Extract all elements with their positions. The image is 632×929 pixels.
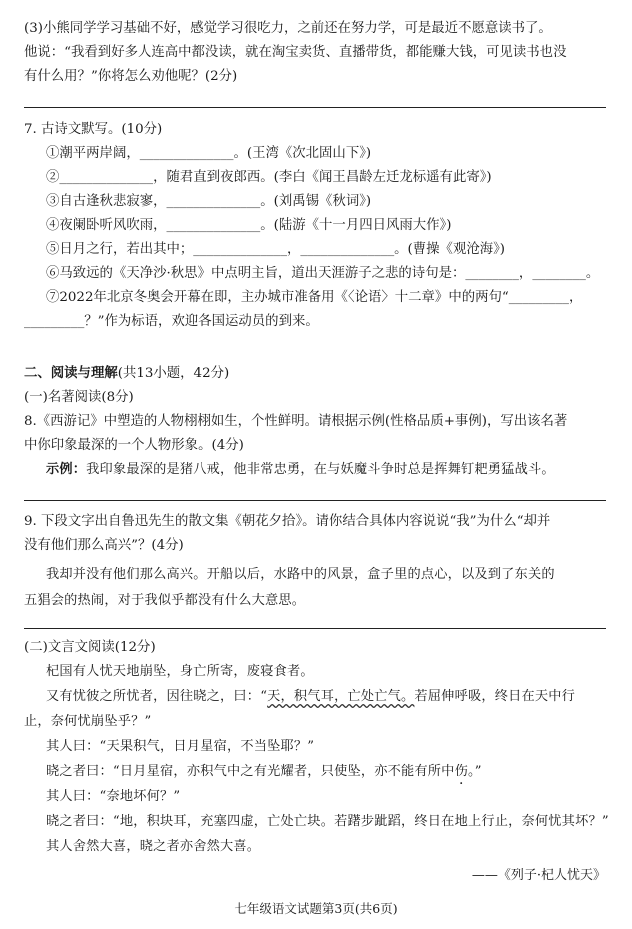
q7-item-5: ⑤日月之行，若出其中；______________，______________。(曹操《观沧海》) bbox=[46, 242, 506, 257]
wavy-underlined-sentence: 天，积气耳，亡处亡气。 bbox=[267, 689, 415, 704]
classical-line-7-dots: 奈何忧其坏 bbox=[521, 814, 589, 829]
q7-item-1: ①潮平两岸阔，______________。(王湾《次北固山下》) bbox=[46, 146, 372, 161]
q9-passage-line1: 我却并没有他们那么高兴。开船以后，水路中的风景，盒子里的点心，以及到了东关的 bbox=[46, 567, 555, 582]
part-1-title: (一)名著阅读(8分) bbox=[24, 390, 134, 405]
classical-line-6: 其人曰：“奈地坏何？” bbox=[46, 789, 181, 804]
q6-3-line1: (3)小熊同学学习基础不好，感觉学习很吃力，之前还在努力学，可是最近不愿意读书了。 bbox=[24, 21, 552, 36]
q6-3-line3: 有什么用？”你将怎么劝他呢？(2分) bbox=[24, 69, 238, 84]
q7-item-2: ②______________，随君直到夜郎西。(李白《闻王昌龄左迁龙标遥有此寄》) bbox=[46, 170, 492, 185]
q7-item-3: ③自古逢秋悲寂寥，______________。(刘禹锡《秋词》) bbox=[46, 194, 372, 209]
q8-example-label: 示例： bbox=[46, 462, 87, 477]
classical-line-7 bbox=[46, 811, 608, 832]
section-2-title: 二、阅读与理解 bbox=[24, 365, 118, 381]
q9-passage-line2: 五猖会的热闹，对于我似乎都没有什么大意思。 bbox=[24, 593, 306, 608]
q6-3-line2: 他说：“我看到好多人连高中都没读，就在淘宝卖货、直播带货，都能赚大钱，可见读书也没 bbox=[24, 45, 567, 60]
text-source: ——《列子·杞人忧天》 bbox=[471, 868, 606, 883]
page-footer: 七年级语文试题第3页(共6页) bbox=[234, 901, 398, 916]
dotted-word: 伤 bbox=[454, 764, 468, 779]
classical-line-2-b: 若屈伸呼吸，终日在天中行 bbox=[414, 689, 576, 704]
q9-line2: 没有他们那么高兴”？(4分) bbox=[24, 538, 184, 553]
section-2-heading bbox=[24, 363, 608, 384]
classical-line-7-a: 晓之者曰：“地，积块耳，充塞四虚，亡处亡块。若躇步跐蹈，终日在地上行止， bbox=[46, 814, 522, 829]
q7-item-6: ⑥马致远的《天净沙·秋思》中点明主旨，道出天涯游子之悲的诗句是：________，________。 bbox=[46, 266, 600, 281]
q8-line2: 中你印象最深的一个人物形象。(4分) bbox=[24, 438, 244, 453]
part-2-title: (二)文言文阅读(12分) bbox=[24, 640, 156, 655]
classical-line-1: 杞国有人忧天地崩坠，身亡所寄，废寝食者。 bbox=[46, 664, 314, 679]
q7-item-7-cont: _________？”作为标语，欢迎各国运动员的到来。 bbox=[24, 314, 319, 329]
classical-line-8: 其人舍然大喜，晓之者亦舍然大喜。 bbox=[46, 839, 261, 854]
classical-line-5 bbox=[46, 761, 608, 782]
classical-line-7-b: ？” bbox=[588, 814, 609, 829]
q7-title: 7. 古诗文默写。(10分) bbox=[24, 122, 163, 137]
q8-example-text: 我印象最深的是猪八戒，他非常忠勇，在与妖魔斗争时总是挥舞钉耙勇猛战斗。 bbox=[86, 462, 555, 477]
answer-line-q6 bbox=[24, 107, 606, 108]
section-2-subtitle: (共13小题，42分) bbox=[117, 366, 230, 381]
q8-example bbox=[46, 459, 608, 480]
classical-line-5-a: 晓之者曰：“日月星宿，亦积气中之有光耀者，只使坠，亦不能有所中 bbox=[46, 764, 455, 779]
q9-line1: 9. 下段文字出自鲁迅先生的散文集《朝花夕拾》。请你结合具体内容说说“我”为什么“却并 bbox=[24, 514, 551, 529]
q8-line1: 8.《西游记》中塑造的人物栩栩如生，个性鲜明。请根据示例(性格品质+事例)，写出该名著 bbox=[24, 414, 568, 429]
q7-item-7: ⑦2022年北京冬奥会开幕在即，主办城市准备用《〈论语〉十二章》中的两句“_________， bbox=[46, 290, 583, 305]
classical-line-4: 其人曰：“天果积气，日月星宿，不当坠耶？” bbox=[46, 739, 315, 754]
q7-item-4: ④夜阑卧听风吹雨，______________。(陆游《十一月四日风雨大作》) bbox=[46, 218, 452, 233]
classical-line-3: 止，奈何忧崩坠乎？” bbox=[24, 714, 152, 729]
answer-line-q8 bbox=[24, 500, 606, 501]
classical-line-2 bbox=[46, 686, 608, 707]
answer-line-q9 bbox=[24, 628, 606, 629]
classical-line-5-b: 。” bbox=[467, 764, 482, 779]
classical-line-2-a: 又有忧彼之所忧者，因往晓之，曰：“ bbox=[46, 689, 268, 704]
